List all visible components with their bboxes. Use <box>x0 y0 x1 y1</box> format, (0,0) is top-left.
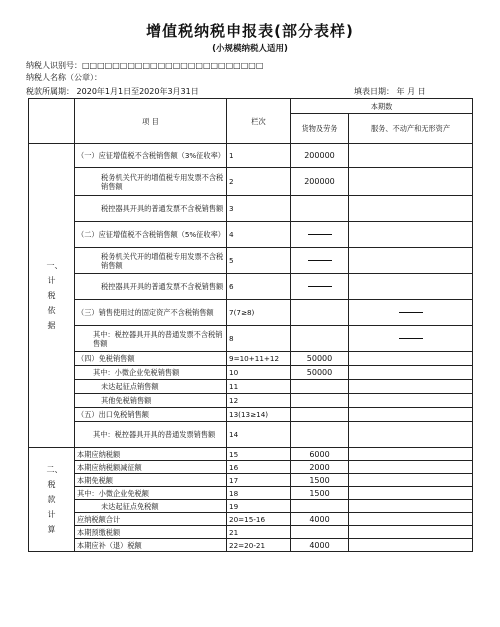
table-row <box>29 461 473 474</box>
row-item-name: （一）应征增值税不含税销售额（3%征收率） <box>75 144 227 168</box>
services-value[interactable] <box>349 461 473 474</box>
row-line-no: 9=10+11+12 <box>227 352 291 366</box>
row-item-name: 本期应补（退）税额 <box>75 539 227 552</box>
row-line-no: 20=15-16 <box>227 513 291 526</box>
header-blank <box>29 99 75 144</box>
table-row <box>29 394 473 408</box>
goods-value[interactable]: 200000 <box>291 168 349 196</box>
services-value[interactable] <box>349 274 473 300</box>
row-item-name: （五）出口免税销售额 <box>75 408 227 422</box>
row-item-name: 本期应纳税额减征额 <box>75 461 227 474</box>
row-line-no: 12 <box>227 394 291 408</box>
header-services: 服务、不动产和无形资产 <box>349 114 473 144</box>
goods-value-na <box>291 222 349 248</box>
row-item-name: （三）销售使用过的固定资产不含税销售额 <box>75 300 227 326</box>
tax-period-value: 2020年1月1日至2020年3月31日 <box>76 87 199 96</box>
taxpayer-id-line <box>26 60 263 71</box>
tax-period-line <box>26 86 199 97</box>
dash-mark <box>308 286 332 287</box>
row-item-name: 税务机关代开的增值税专用发票不含税销售额 <box>75 168 227 196</box>
goods-value[interactable]: 6000 <box>291 448 349 461</box>
table-row <box>29 539 473 552</box>
services-value-na <box>349 300 473 326</box>
table-row <box>29 500 473 513</box>
table-row <box>29 513 473 526</box>
goods-value[interactable]: 2000 <box>291 461 349 474</box>
section-tax-calc: 二、税款计算 <box>29 448 75 552</box>
services-value[interactable] <box>349 394 473 408</box>
row-line-no: 3 <box>227 196 291 222</box>
header-goods: 货物及劳务 <box>291 114 349 144</box>
row-line-no: 18 <box>227 487 291 500</box>
services-value[interactable] <box>349 366 473 380</box>
row-line-no: 6 <box>227 274 291 300</box>
taxpayer-id-label: 纳税人识别号： <box>26 61 82 70</box>
table-row <box>29 366 473 380</box>
goods-value[interactable] <box>291 526 349 539</box>
services-value[interactable] <box>349 144 473 168</box>
row-line-no: 17 <box>227 474 291 487</box>
row-line-no: 21 <box>227 526 291 539</box>
dash-mark <box>399 338 423 339</box>
row-line-no: 7(7≥8) <box>227 300 291 326</box>
row-item-name: 税控器具开具的普通发票不含税销售额 <box>75 274 227 300</box>
dash-mark <box>308 260 332 261</box>
services-value-na <box>349 326 473 352</box>
row-line-no: 19 <box>227 500 291 513</box>
services-value[interactable] <box>349 408 473 422</box>
row-line-no: 13(13≥14) <box>227 408 291 422</box>
table-row <box>29 474 473 487</box>
table-row <box>29 274 473 300</box>
dash-mark <box>308 234 332 235</box>
goods-value[interactable]: 1500 <box>291 487 349 500</box>
row-item-name: 应纳税额合计 <box>75 513 227 526</box>
services-value[interactable] <box>349 513 473 526</box>
table-row <box>29 526 473 539</box>
services-value[interactable] <box>349 380 473 394</box>
row-item-name: 其他免税销售额 <box>75 394 227 408</box>
row-item-name: 本期应纳税额 <box>75 448 227 461</box>
table-row <box>29 352 473 366</box>
dash-mark <box>399 312 423 313</box>
form-subtitle: (小规模纳税人适用) <box>212 44 288 54</box>
table-row <box>29 448 473 461</box>
table-row <box>29 300 473 326</box>
row-line-no: 16 <box>227 461 291 474</box>
goods-value[interactable] <box>291 196 349 222</box>
row-item-name: 其中：小微企业免税销售额 <box>75 366 227 380</box>
goods-value[interactable] <box>291 408 349 422</box>
goods-value[interactable] <box>291 300 349 326</box>
row-line-no: 8 <box>227 326 291 352</box>
row-item-name: 税务机关代开的增值税专用发票不含税销售额 <box>75 248 227 274</box>
tax-return-table <box>28 98 473 552</box>
row-line-no: 15 <box>227 448 291 461</box>
table-row <box>29 222 473 248</box>
row-item-name: 未达起征点免税额 <box>75 500 227 513</box>
row-line-no: 11 <box>227 380 291 394</box>
goods-value[interactable]: 4000 <box>291 513 349 526</box>
row-line-no: 1 <box>227 144 291 168</box>
services-value[interactable] <box>349 352 473 366</box>
header-line: 栏次 <box>227 99 291 144</box>
header-item: 项 目 <box>75 99 227 144</box>
table-row <box>29 487 473 500</box>
row-item-name: 税控器具开具的普通发票不含税销售额 <box>75 196 227 222</box>
taxpayer-name-line <box>26 72 102 83</box>
row-line-no: 14 <box>227 422 291 448</box>
row-line-no: 4 <box>227 222 291 248</box>
taxpayer-name-label: 纳税人名称（公章）： <box>26 73 102 82</box>
services-value[interactable] <box>349 168 473 196</box>
row-line-no: 2 <box>227 168 291 196</box>
goods-value[interactable] <box>291 422 349 448</box>
services-value[interactable] <box>349 487 473 500</box>
goods-value[interactable]: 200000 <box>291 144 349 168</box>
table-row <box>29 326 473 352</box>
services-value[interactable] <box>349 422 473 448</box>
row-item-name: 本期预缴税额 <box>75 526 227 539</box>
goods-value[interactable]: 50000 <box>291 352 349 366</box>
row-item-name: （二）应征增值税不含税销售额（5%征收率） <box>75 222 227 248</box>
taxpayer-id-boxes[interactable]: □□□□□□□□□□□□□□□□□□□□□□□□ <box>82 61 264 70</box>
services-value[interactable] <box>349 196 473 222</box>
row-line-no: 5 <box>227 248 291 274</box>
services-value[interactable] <box>349 474 473 487</box>
goods-value[interactable]: 4000 <box>291 539 349 552</box>
goods-value[interactable] <box>291 394 349 408</box>
services-value[interactable] <box>349 248 473 274</box>
row-line-no: 10 <box>227 366 291 380</box>
fill-date: 填表日期： 年 月 日 <box>354 87 426 96</box>
row-line-no: 22=20-21 <box>227 539 291 552</box>
goods-value-na <box>291 248 349 274</box>
row-item-name: （四）免税销售额 <box>75 352 227 366</box>
table-row <box>29 422 473 448</box>
tax-period-label: 税款所属期： <box>26 87 74 96</box>
goods-value[interactable] <box>291 380 349 394</box>
form-title: 增值税纳税申报表(部分表样) <box>146 22 354 40</box>
row-item-name: 其中：税控器具开具的普通发票销售额 <box>75 422 227 448</box>
goods-value-na <box>291 274 349 300</box>
table-row <box>29 144 473 168</box>
table-row <box>29 168 473 196</box>
table-row <box>29 408 473 422</box>
goods-value[interactable]: 1500 <box>291 474 349 487</box>
table-row <box>29 380 473 394</box>
services-value[interactable] <box>349 526 473 539</box>
services-value[interactable] <box>349 500 473 513</box>
section-basis: 一、计税依据 <box>29 144 75 448</box>
services-value[interactable] <box>349 448 473 461</box>
header-current-period: 本期数 <box>291 99 473 114</box>
table-row <box>29 196 473 222</box>
goods-value[interactable]: 50000 <box>291 366 349 380</box>
services-value[interactable] <box>349 539 473 552</box>
services-value[interactable] <box>349 222 473 248</box>
row-item-name: 其中：小微企业免税额 <box>75 487 227 500</box>
table-row <box>29 248 473 274</box>
row-item-name: 本期免税额 <box>75 474 227 487</box>
row-item-name: 未达起征点销售额 <box>75 380 227 394</box>
goods-value[interactable] <box>291 326 349 352</box>
row-item-name: 其中：税控器具开具的普通发票不含税销售额 <box>75 326 227 352</box>
goods-value[interactable] <box>291 500 349 513</box>
